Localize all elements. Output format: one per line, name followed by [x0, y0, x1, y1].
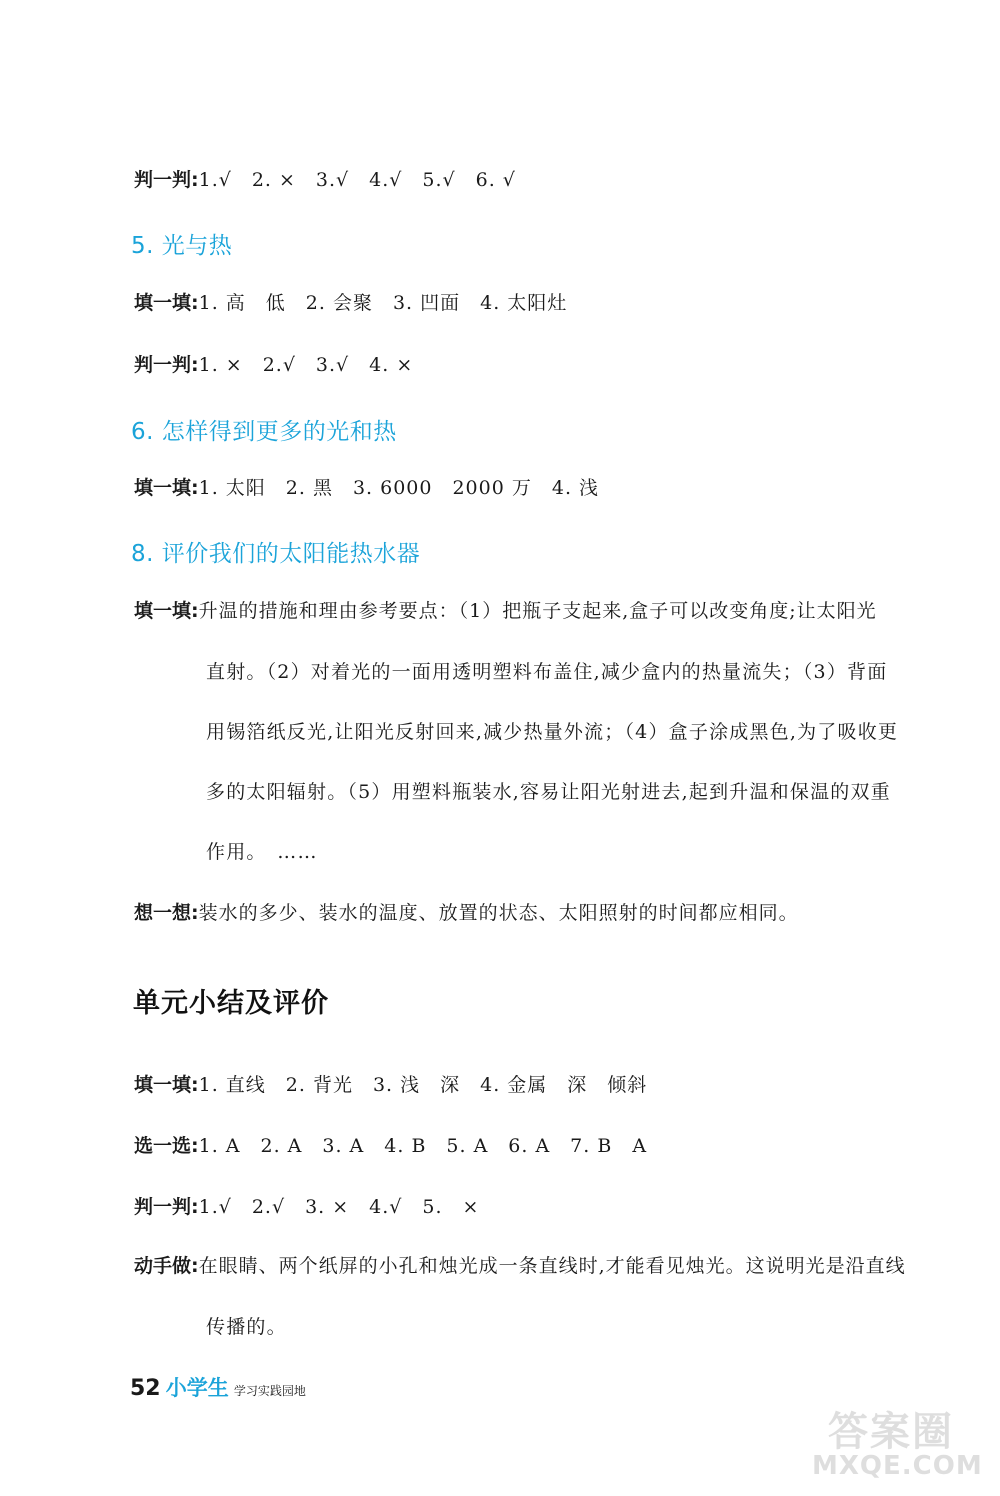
- row-label: 选一选:: [134, 1135, 199, 1157]
- brand-name: 小学生: [165, 1376, 229, 1400]
- row-label: 判一判:: [134, 169, 199, 191]
- row-answers: 1. × 2.√ 3.√ 4. ×: [198, 354, 414, 376]
- answer-continuation: 直射。（2）对着光的一面用透明塑料布盖住,减少盒内的热量流失；（3）背面: [206, 661, 888, 683]
- answer-row-hands-on: [134, 1251, 906, 1278]
- row-answers-line-1: 升温的措施和理由参考要点：（1）把瓶子支起来,盒子可以改变角度;让太阳光: [198, 600, 877, 622]
- answer-row-fill: [134, 1070, 647, 1097]
- row-label: 判一判:: [134, 1196, 199, 1218]
- row-label: 填一填:: [134, 1074, 199, 1096]
- answer-row-judge: [134, 350, 413, 377]
- answer-row-choose: [134, 1131, 647, 1158]
- answer-row-fill: [134, 596, 877, 623]
- brand-subtitle: 学习实践园地: [233, 1384, 306, 1398]
- section-title-6: 6. 怎样得到更多的光和热: [131, 419, 397, 445]
- row-answers: 1. 直线 2. 背光 3. 浅 深 4. 金属 深 倾斜: [198, 1074, 648, 1096]
- page-footer: [130, 1372, 306, 1402]
- row-answers: 1.√ 2.√ 3. × 4.√ 5. ×: [198, 1196, 480, 1218]
- section-title-8: 8. 评价我们的太阳能热水器: [131, 541, 421, 567]
- row-label: 想一想:: [134, 902, 199, 924]
- row-answers-line-1: 在眼睛、两个纸屏的小孔和烛光成一条直线时,才能看见烛光。这说明光是沿直线: [198, 1255, 906, 1277]
- row-answers: 1. 高 低 2. 会聚 3. 凹面 4. 太阳灶: [198, 292, 568, 314]
- answer-row-fill: [134, 473, 599, 500]
- row-answers: 装水的多少、装水的温度、放置的状态、太阳照射的时间都应相同。: [198, 902, 799, 924]
- row-label: 填一填:: [134, 477, 199, 499]
- section-title-5: 5. 光与热: [131, 233, 233, 259]
- answer-continuation: 传播的。: [206, 1316, 287, 1338]
- watermark-logo: 答案圈: [828, 1409, 954, 1455]
- answer-row-judge: [134, 165, 516, 192]
- answer-row-fill: [134, 288, 567, 315]
- row-label: 动手做:: [134, 1255, 199, 1277]
- row-label: 填一填:: [134, 600, 199, 622]
- answer-row-think: [134, 898, 799, 925]
- row-answers: 1. A 2. A 3. A 4. B 5. A 6. A 7. B A: [198, 1135, 648, 1157]
- answer-continuation: 作用。 ……: [206, 841, 318, 863]
- row-label: 判一判:: [134, 354, 199, 376]
- unit-summary-title: 单元小结及评价: [133, 988, 329, 1019]
- row-answers: 1. 太阳 2. 黑 3. 6000 2000 万 4. 浅: [198, 477, 600, 499]
- row-answers: 1.√ 2. × 3.√ 4.√ 5.√ 6. √: [198, 169, 516, 191]
- row-label: 填一填:: [134, 292, 199, 314]
- answer-continuation: 用锡箔纸反光,让阳光反射回来,减少热量外流；（4）盒子涂成黑色,为了吸收更: [206, 721, 899, 743]
- watermark-url: MXQE.COM: [812, 1451, 983, 1481]
- answer-row-judge: [134, 1192, 479, 1219]
- answer-continuation: 多的太阳辐射。（5）用塑料瓶装水,容易让阳光射进去,起到升温和保温的双重: [206, 781, 891, 803]
- page-number: 52: [130, 1376, 161, 1401]
